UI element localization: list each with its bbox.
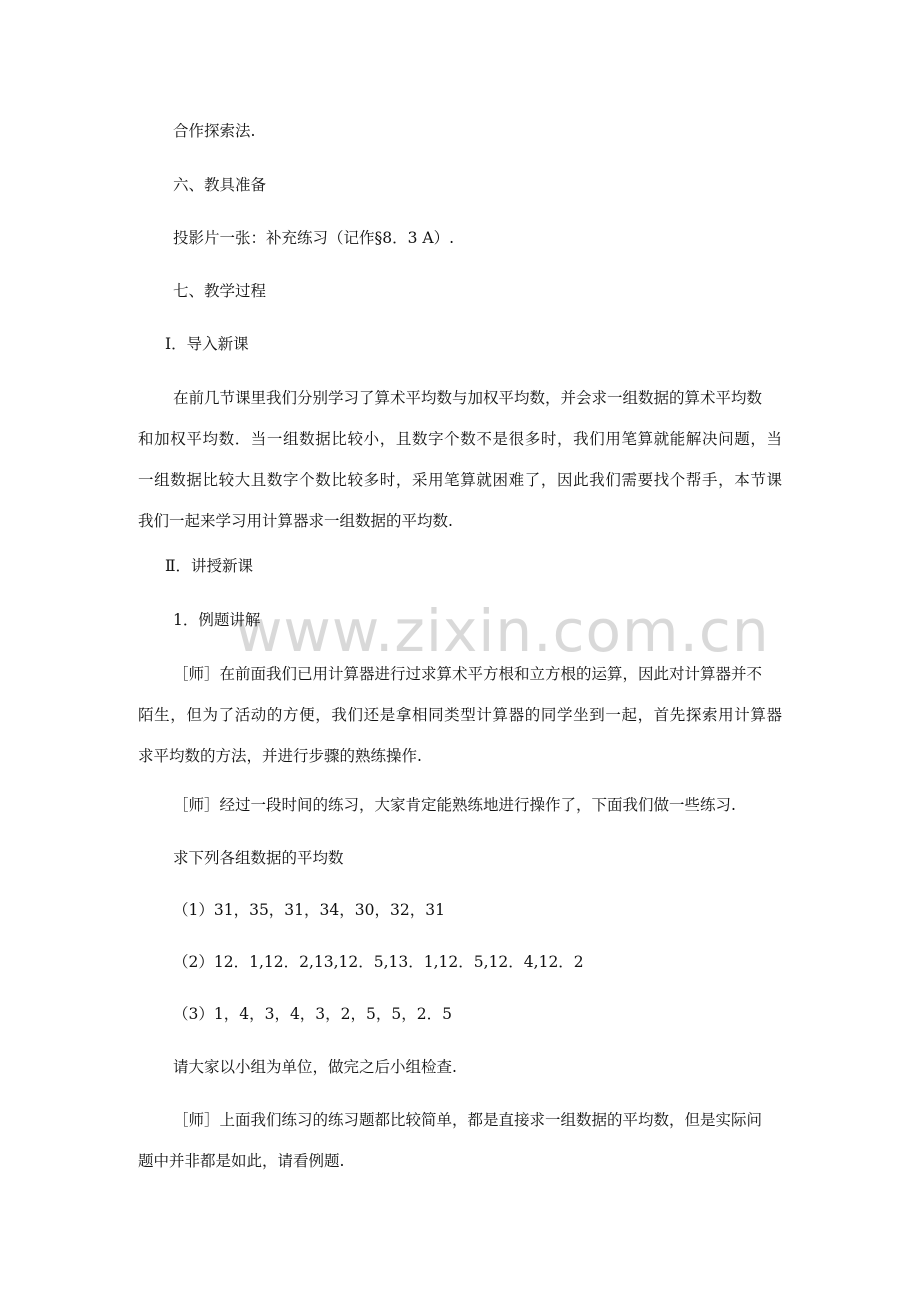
paragraph-teacher-line: 陌生，但为了活动的方便，我们还是拿相同类型计算器的同学坐到一起，首先探索用计算器 <box>138 706 782 724</box>
paragraph-teacher-line: ［师］在前面我们已用计算器进行过求算术平方根和立方根的运算，因此对计算器并不 <box>173 665 763 683</box>
exercise-prompt: 求下列各组数据的平均数 <box>173 849 344 867</box>
section-heading-teaching-process: 七、教学过程 <box>173 282 267 300</box>
subheading-new-lesson: Ⅱ．讲授新课 <box>165 557 254 575</box>
paragraph-teacher-practice: ［师］经过一段时间的练习，大家肯定能熟练地进行操作了，下面我们做一些练习. <box>173 796 736 814</box>
paragraph-group-check: 请大家以小组为单位，做完之后小组检查. <box>173 1058 457 1076</box>
paragraph-intro-line: 和加权平均数．当一组数据比较小，且数字个数不是很多时，我们用笔算就能解决问题，当 <box>138 430 782 448</box>
subheading-example: 1．例题讲解 <box>173 611 261 629</box>
paragraph-intro-line: 一组数据比较大且数字个数比较多时，采用笔算就困难了，因此我们需要找个帮手，本节课 <box>138 471 782 489</box>
paragraph-teacher-example-line: 题中并非都是如此，请看例题. <box>138 1152 345 1170</box>
subheading-introduction: Ⅰ．导入新课 <box>165 335 249 353</box>
watermark: www.zixin.com.cn <box>235 597 770 665</box>
paragraph-method: 合作探索法. <box>173 122 256 140</box>
exercise-item-3: （3）1，4，3，4，3，2，5，5，2．5 <box>173 1005 452 1023</box>
exercise-item-1: （1）31，35，31，34，30，32，31 <box>173 901 445 919</box>
paragraph-teaching-aids: 投影片一张：补充练习（记作§8．3 A）. <box>173 229 455 247</box>
paragraph-teacher-line: 求平均数的方法，并进行步骤的熟练操作. <box>138 747 422 765</box>
paragraph-intro-line: 在前几节课里我们分别学习了算术平均数与加权平均数，并会求一组数据的算术平均数 <box>173 389 763 407</box>
paragraph-intro-line: 我们一起来学习用计算器求一组数据的平均数. <box>138 512 453 530</box>
exercise-item-2: （2）12．1,12．2,13,12．5,13．1,12．5,12．4,12．2 <box>173 953 584 971</box>
section-heading-teaching-aids: 六、教具准备 <box>173 176 267 194</box>
paragraph-teacher-example-line: ［师］上面我们练习的练习题都比较简单，都是直接求一组数据的平均数，但是实际问 <box>173 1111 763 1129</box>
